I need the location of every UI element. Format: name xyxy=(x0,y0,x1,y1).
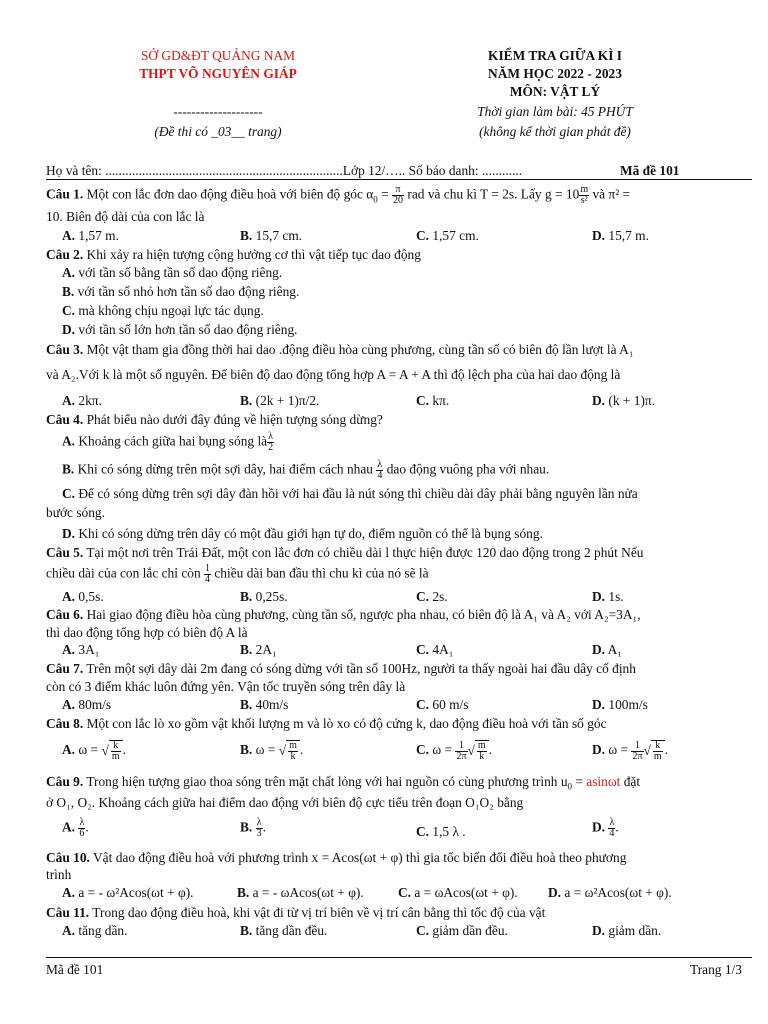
question-text: Một vật tham gia đồng thời hai dao .động điều hòa cùng phương, cùng tần số có biên độ lần lượt là A₁ xyxy=(83,342,634,357)
denominator: 2π xyxy=(632,750,643,762)
fraction xyxy=(579,185,589,206)
option-text: 60 m/s xyxy=(429,697,469,712)
option-label: D. xyxy=(592,923,606,938)
option-label: A. xyxy=(62,642,76,657)
option-text: tăng dần đều. xyxy=(252,923,328,938)
option-label: A. xyxy=(62,228,76,243)
denominator: k xyxy=(290,751,296,762)
numerator: 1 xyxy=(631,741,643,752)
option-a[interactable] xyxy=(62,228,119,244)
option-d[interactable] xyxy=(62,526,543,542)
option-text: Khi có sóng dừng trên một sợi dây, hai điểm cách nhau xyxy=(74,461,377,477)
subscript: 0 xyxy=(373,194,378,205)
denominator: s² xyxy=(580,195,588,206)
sqrt-content xyxy=(651,740,665,762)
denominator: 20 xyxy=(393,195,404,206)
option-text: Khi có sóng dừng trên dây có một đầu giới hạn tự do, điểm nguồn có thể là bụng sóng. xyxy=(75,526,543,541)
option-d[interactable] xyxy=(62,322,297,338)
sqrt-icon: √ xyxy=(278,743,287,758)
numerator: 1 xyxy=(205,563,211,574)
option-text: giảm dần. xyxy=(605,923,662,938)
question-text: Vật dao động điều hoà với phương trình x = Acos(ωt + φ) thì gia tốc biến đổi điều hoà theo phương xyxy=(89,850,627,865)
department-name: SỞ GD&ĐT QUẢNG NAM xyxy=(140,48,296,63)
option-a[interactable] xyxy=(62,697,111,713)
option-text: ω = xyxy=(605,742,632,758)
question-1-line-2: 10. Biên độ dài của con lắc là xyxy=(46,209,205,224)
sqrt-icon: √ xyxy=(467,743,475,758)
denominator: 4 xyxy=(205,574,211,585)
fraction xyxy=(288,741,298,762)
question-label: Câu 10. xyxy=(46,850,90,865)
sqrt-icon: √ xyxy=(643,743,651,758)
option-a[interactable] xyxy=(62,393,102,409)
option-text: 2A₁ xyxy=(252,642,277,657)
option-label: A. xyxy=(62,697,76,712)
denominator: 3 xyxy=(256,828,262,839)
question-label: Câu 3. xyxy=(46,342,84,357)
question-text: Một con lắc đơn dao động điều hoà với biên độ góc α xyxy=(83,186,374,202)
school-name: THPT VÕ NGUYÊN GIÁP xyxy=(139,66,297,81)
question-label: Câu 4. xyxy=(46,412,84,427)
option-text: ω = xyxy=(252,742,279,758)
denominator: m xyxy=(653,751,662,762)
option-c[interactable] xyxy=(62,486,638,502)
denominator: 4 xyxy=(609,828,615,839)
question-text: chiều dài ban đầu thì chu kì của nó sẽ là xyxy=(211,565,429,581)
numerator: λ xyxy=(79,817,85,828)
numerator: λ xyxy=(256,817,262,828)
option-b[interactable] xyxy=(62,460,549,481)
option-d[interactable]: D. ω = $\frac{1}{2\pi}$ √ $\frac{k}{m}$ . xyxy=(592,739,669,762)
option-a[interactable]: A. ω = √ $\frac{k}{m}$ . xyxy=(62,740,126,762)
option-b[interactable]: B. $\frac{\lambda}{3}$ . xyxy=(240,817,266,839)
question-7 xyxy=(46,661,636,677)
option-text: a = - ωAcos(ωt + φ). xyxy=(249,885,364,900)
question-label: Câu 8. xyxy=(46,716,84,731)
option-text: A₁ xyxy=(605,642,622,657)
option-label: B. xyxy=(240,923,253,938)
option-text: 2kπ. xyxy=(75,393,102,408)
option-text: 0,5s. xyxy=(75,589,104,604)
question-6-line-2: thì dao động tổng hợp có biên độ A là xyxy=(46,625,248,640)
question-text: Khi xảy ra hiện tượng cộng hưởng cơ thì vật tiếp tục dao động xyxy=(83,247,421,262)
school-year: NĂM HỌC 2022 - 2023 xyxy=(488,66,622,81)
option-label: B. xyxy=(240,742,253,758)
option-text: 80m/s xyxy=(75,697,112,712)
fraction xyxy=(267,432,274,453)
option-label: B. xyxy=(237,885,250,900)
option-b[interactable] xyxy=(240,642,277,658)
option-b[interactable] xyxy=(62,284,299,300)
option-a[interactable] xyxy=(62,642,99,658)
option-text: ω = xyxy=(429,742,456,758)
option-label: A. xyxy=(62,923,76,938)
option-a[interactable] xyxy=(62,923,127,939)
exam-time-note: (không kể thời gian phát đề) xyxy=(479,124,631,139)
option-label: A. xyxy=(62,393,76,408)
option-label: C. xyxy=(416,742,430,758)
highlighted-text: asinωt xyxy=(586,774,621,789)
option-d[interactable] xyxy=(592,393,655,409)
option-c[interactable] xyxy=(416,923,508,939)
option-c-line-2: bước sóng. xyxy=(46,505,105,520)
question-text: chiều dài của con lắc chỉ còn xyxy=(46,565,205,581)
question-10 xyxy=(46,850,626,866)
fraction xyxy=(256,818,263,839)
option-a[interactable]: A. $\frac{\lambda}{6}$ . xyxy=(62,817,89,839)
option-label: A. xyxy=(62,885,76,900)
question-label: Câu 2. xyxy=(46,247,84,262)
option-b[interactable] xyxy=(237,885,364,901)
option-a[interactable] xyxy=(62,885,194,901)
option-c[interactable] xyxy=(62,303,264,319)
option-c[interactable] xyxy=(416,697,468,713)
exam-title: KIỂM TRA GIỮA KÌ I xyxy=(488,48,622,63)
option-label: C. xyxy=(398,885,412,900)
exam-time: Thời gian làm bài: 45 PHÚT xyxy=(477,104,633,119)
option-label: A. xyxy=(62,265,76,280)
numerator: π xyxy=(392,185,404,196)
sqrt-content xyxy=(109,740,123,762)
option-b[interactable] xyxy=(240,923,327,939)
option-label: C. xyxy=(416,228,430,243)
option-text: Khoảng cách giữa hai bụng sóng là xyxy=(75,433,268,449)
denominator: 6 xyxy=(79,828,85,839)
separator-dashes: -------------------- xyxy=(173,104,263,119)
option-label: A. xyxy=(62,433,76,449)
denominator: m xyxy=(111,751,120,762)
option-text: giảm dần đều. xyxy=(429,923,508,938)
option-label: D. xyxy=(592,697,606,712)
option-text: a = ωAcos(ωt + φ). xyxy=(411,885,518,900)
option-text: 40m/s xyxy=(252,697,289,712)
fraction xyxy=(477,741,487,762)
option-label: C. xyxy=(416,393,430,408)
sqrt-icon: √ xyxy=(101,743,109,758)
option-text: 1,5 λ . xyxy=(429,824,466,839)
option-text: 1,57 m. xyxy=(75,228,119,243)
page-count-note: (Đề thi có _03__ trang) xyxy=(154,124,282,139)
option-label: B. xyxy=(240,642,253,657)
option-label: C. xyxy=(416,642,430,657)
question-9 xyxy=(46,774,640,792)
option-label: D. xyxy=(592,642,606,657)
option-label: B. xyxy=(240,228,253,243)
option-text: 3A₁ xyxy=(75,642,100,657)
question-6 xyxy=(46,607,641,623)
option-b[interactable] xyxy=(240,228,302,244)
question-9-line-2: ở O₁, O₂. Khoảng cách giữa hai điểm dao động với biên độ cực tiểu trên đoạn O₁O₂ bằng xyxy=(46,795,524,810)
option-label: B. xyxy=(240,819,253,835)
option-d[interactable]: D. $\frac{\lambda}{4}$ . xyxy=(592,817,619,839)
numerator: m xyxy=(477,740,486,751)
fraction xyxy=(455,741,467,762)
option-text: (k + 1)π. xyxy=(605,393,656,408)
fraction xyxy=(631,741,643,762)
option-b[interactable]: B. ω = √ $\frac{m}{k}$ . xyxy=(240,740,304,762)
option-text: tăng dần. xyxy=(75,923,128,938)
option-label: B. xyxy=(62,284,75,299)
option-label: C. xyxy=(62,303,76,318)
option-c[interactable] xyxy=(398,885,518,901)
option-text: (2k + 1)π/2. xyxy=(252,393,320,408)
option-label: D. xyxy=(592,228,606,243)
question-label: Câu 1. xyxy=(46,186,84,202)
option-label: D. xyxy=(592,819,606,835)
question-text: = xyxy=(572,774,587,789)
option-label: B. xyxy=(240,393,253,408)
option-b[interactable] xyxy=(240,393,319,409)
fraction xyxy=(392,185,404,206)
question-4 xyxy=(46,412,383,428)
option-text: ω = xyxy=(75,742,102,758)
footer-exam-code: Mã đề 101 xyxy=(46,962,104,977)
question-5 xyxy=(46,545,643,561)
question-1 xyxy=(46,185,630,206)
question-text: Trong dao động điều hoà, khi vật đi từ vị trí biên về vị trí cân bằng thì tốc độ của vật xyxy=(89,905,546,920)
option-label: A. xyxy=(62,819,76,835)
option-text: Để có sóng dừng trên sợi dây đàn hồi với hai đầu là nút sóng thì chiều dài dây phải bằng nguyên lần nửa xyxy=(75,486,638,501)
footer-divider xyxy=(46,957,752,958)
subscript: 0 xyxy=(567,781,573,792)
subject: MÔN: VẬT LÝ xyxy=(509,84,601,99)
fraction xyxy=(204,564,211,585)
page-number: Trang 1/3 xyxy=(690,962,742,977)
fraction xyxy=(608,818,615,839)
option-text: dao động vuông pha với nhau. xyxy=(383,461,550,477)
option-label: D. xyxy=(548,885,562,900)
option-text: với tần số lớn hơn tần số dao động riêng. xyxy=(75,322,298,337)
question-label: Câu 7. xyxy=(46,661,84,676)
option-a[interactable] xyxy=(62,589,104,605)
numerator: λ xyxy=(609,817,615,828)
option-label: B. xyxy=(240,589,253,604)
fraction xyxy=(78,818,85,839)
option-c[interactable]: C. ω = $\frac{1}{2\pi}$ √ $\frac{m}{k}$ . xyxy=(416,739,493,762)
question-label: Câu 11. xyxy=(46,905,90,920)
question-text: Hai giao động điều hòa cùng phương, cùng tần số, ngược pha nhau, có biên độ là A₁ và A₂ với A₂=3A₁, xyxy=(83,607,641,622)
question-text: Trong hiện tượng giao thoa sóng trên mặt chất lỏng với hai nguồn có cùng phương trình u xyxy=(83,774,568,789)
option-label: D. xyxy=(592,393,606,408)
option-label: B. xyxy=(62,461,75,477)
option-label: D. xyxy=(592,589,606,604)
question-text: = xyxy=(377,186,393,202)
sqrt-content xyxy=(475,740,489,762)
numerator: 1 xyxy=(455,741,467,752)
option-text: a = ω²Acos(ωt + φ). xyxy=(561,885,672,900)
option-label: A. xyxy=(62,742,76,758)
option-d[interactable] xyxy=(592,923,661,939)
option-c[interactable] xyxy=(416,824,466,840)
numerator: k xyxy=(111,741,121,752)
numerator: m xyxy=(580,184,589,195)
option-label: D. xyxy=(592,742,606,758)
option-text: 1s. xyxy=(605,589,624,604)
option-b[interactable] xyxy=(240,589,288,605)
option-label: A. xyxy=(62,589,76,604)
numerator: k xyxy=(653,741,663,752)
option-text: 100m/s xyxy=(605,697,648,712)
option-d[interactable] xyxy=(592,642,622,658)
option-d[interactable] xyxy=(548,885,672,901)
question-text: Trên một sợi dây dài 2m đang có sóng dừng với tần số 100Hz, người ta thấy ngoài hai đầu dây cố định xyxy=(83,661,636,676)
option-c[interactable] xyxy=(416,589,448,605)
option-text: với tần số nhỏ hơn tần số dao động riêng. xyxy=(74,284,300,299)
option-text: với tần số bằng tần số dao động riêng. xyxy=(75,265,283,280)
question-label: Câu 9. xyxy=(46,774,84,789)
option-text: kπ. xyxy=(429,393,450,408)
question-3 xyxy=(46,342,634,358)
option-b[interactable] xyxy=(240,697,288,713)
option-d[interactable] xyxy=(592,697,648,713)
fraction xyxy=(111,741,121,762)
numerator: m xyxy=(289,740,297,751)
option-label: D. xyxy=(62,322,76,337)
option-text: 0,25s. xyxy=(252,589,288,604)
option-text: mà không chịu ngoại lực tác dụng. xyxy=(75,303,264,318)
option-label: C. xyxy=(416,824,430,839)
question-text: Phát biểu nào dưới đây đúng về hiện tượng sóng dừng? xyxy=(83,412,383,427)
question-5-line-2 xyxy=(46,564,429,585)
option-c[interactable] xyxy=(416,642,453,658)
denominator: 2 xyxy=(268,442,274,453)
question-label: Câu 6. xyxy=(46,607,84,622)
denominator: 4 xyxy=(377,470,383,481)
option-text: a = - ω²Acos(ωt + φ). xyxy=(75,885,194,900)
question-text: và π² = xyxy=(589,186,631,202)
option-text: 15,7 cm. xyxy=(252,228,303,243)
option-c[interactable] xyxy=(416,393,449,409)
question-text: Một con lắc lò xo gồm vật khối lượng m và lò xo có độ cứng k, dao động điều hoà với tần số góc xyxy=(83,716,607,731)
question-7-line-2: còn có 3 điểm khác luôn đứng yên. Vận tốc truyền sóng trên dây là xyxy=(46,679,406,694)
divider xyxy=(46,179,752,180)
question-8 xyxy=(46,716,607,732)
question-2 xyxy=(46,247,421,263)
sqrt-content xyxy=(286,740,300,762)
option-text: 1,57 cm. xyxy=(429,228,479,243)
option-label: C. xyxy=(416,697,430,712)
option-a[interactable] xyxy=(62,432,274,453)
option-d[interactable] xyxy=(592,228,649,244)
question-text: đặt xyxy=(620,774,641,789)
option-label: D. xyxy=(62,526,76,541)
question-text: Tại một nơi trên Trái Đất, một con lắc đơn có chiều dài l thực hiện được 120 dao động trong 2 phút Nếu xyxy=(83,545,644,560)
option-label: B. xyxy=(240,697,253,712)
option-label: C. xyxy=(62,486,76,501)
exam-code: Mã đề 101 xyxy=(620,163,680,178)
question-label: Câu 5. xyxy=(46,545,84,560)
option-a[interactable] xyxy=(62,265,282,281)
question-3-line-2: và A₂.Với k là một số nguyên. Để biên độ dao động tổng hợp A = A + A thì độ lệch pha của hai dao động là xyxy=(46,367,621,382)
student-info-line: Họ và tên: .......................................................................Lớp 12/….. Số báo danh: ............ xyxy=(46,163,523,178)
question-11 xyxy=(46,905,545,921)
fraction xyxy=(653,741,663,762)
option-label: C. xyxy=(416,923,430,938)
option-c[interactable] xyxy=(416,228,479,244)
question-10-line-2: trình xyxy=(46,867,72,882)
numerator: λ xyxy=(268,431,274,442)
option-text: 4A₁ xyxy=(429,642,454,657)
numerator: λ xyxy=(377,459,383,470)
denominator: 2π xyxy=(456,750,467,762)
option-text: 15,7 m. xyxy=(605,228,649,243)
option-d[interactable] xyxy=(592,589,624,605)
option-label: C. xyxy=(416,589,430,604)
option-text: 2s. xyxy=(429,589,448,604)
question-text: rad và chu kì T = 2s. Lấy g = 10 xyxy=(404,186,580,202)
denominator: k xyxy=(479,751,485,762)
